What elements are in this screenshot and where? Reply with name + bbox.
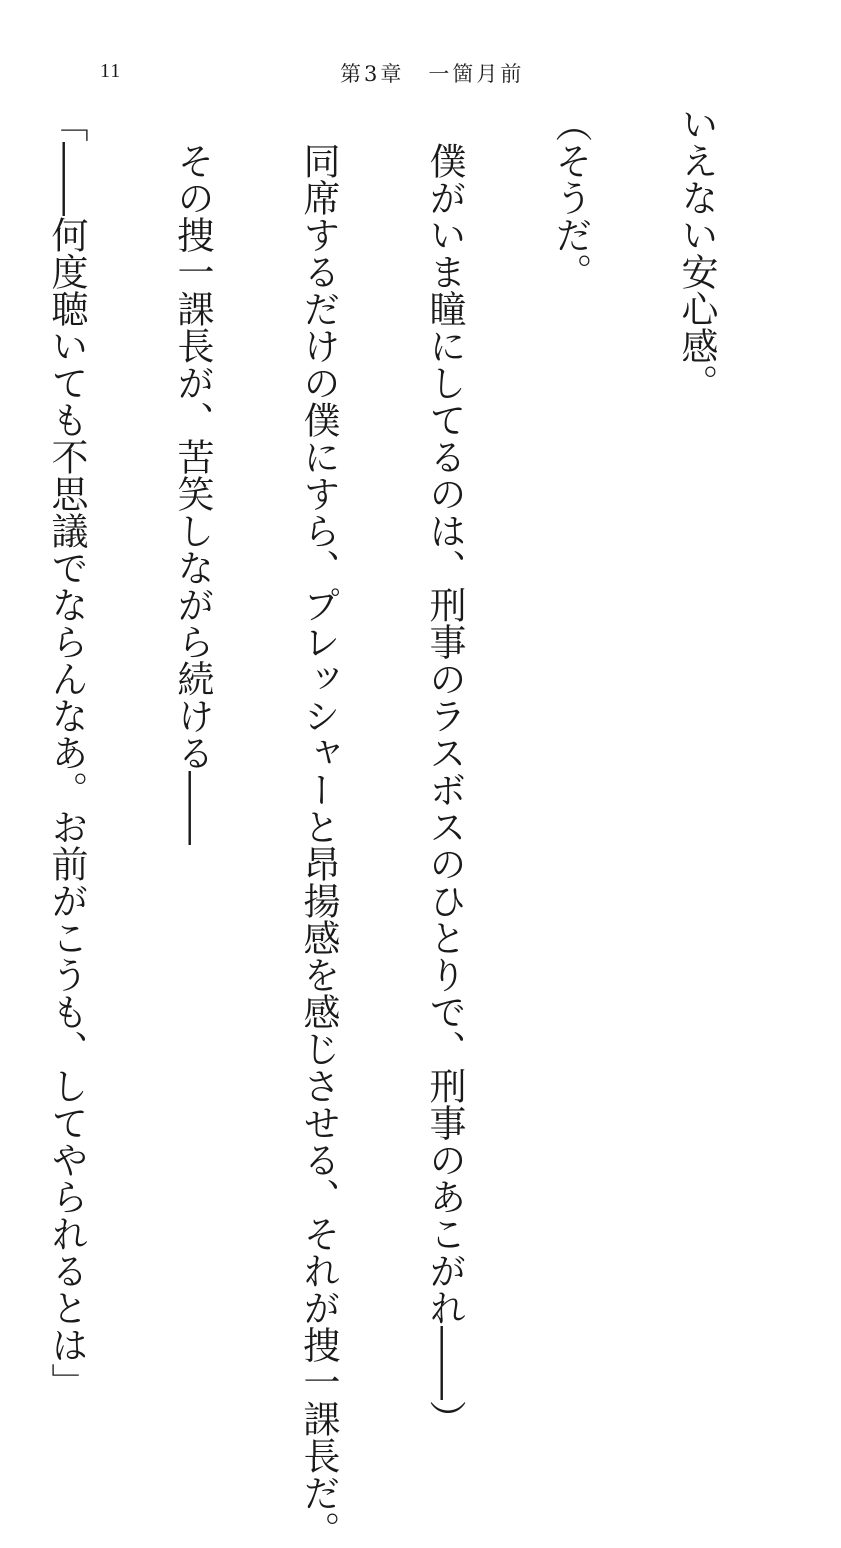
text-line: いえない安心感。 bbox=[675, 105, 718, 401]
running-head: 第3章 一箇月前 bbox=[340, 62, 525, 86]
text-line: その捜一課長が、苦笑しながら続ける―― bbox=[171, 105, 214, 845]
text-line: 同席するだけの僕にすら、プレッシャーと昂揚感を感じさせる、それが捜一課長だ。 bbox=[297, 105, 340, 1548]
text-line: （そうだ。 bbox=[549, 105, 592, 290]
page-number: 11 bbox=[100, 60, 122, 82]
text-line: 僕がいま瞳にしてるのは、刑事のラスボスのひとりで、刑事のあこがれ――） bbox=[423, 105, 466, 1437]
body-text bbox=[0, 105, 801, 1548]
text-line: 「――何度聴いても不思議でならんなあ。お前がこうも、してやられるとは」 bbox=[45, 105, 88, 1400]
